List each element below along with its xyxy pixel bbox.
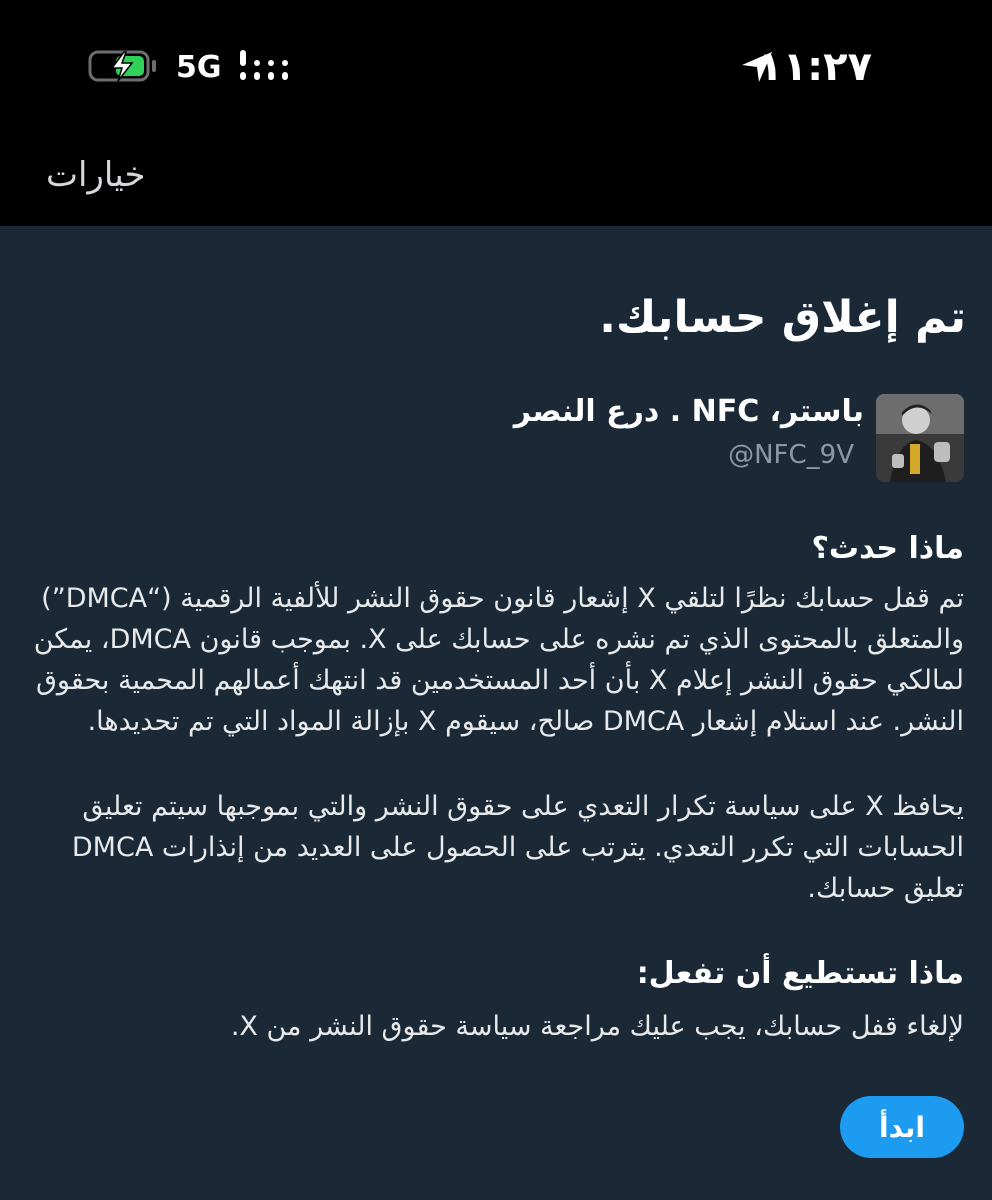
what-happened-paragraph-2: يحافظ X على سياسة تكرار التعدي على حقوق النشر والتي بموجبها سيتم تعليق الحسابات التي تكرر التعدي. يترتب على الحصول على العديد من إنذارات DMCA تعليق حسابك. — [71, 791, 964, 904]
signal-strength-icon — [238, 48, 290, 84]
avatar — [876, 394, 964, 482]
what-you-can-do-heading: ماذا تستطيع أن تفعل: — [636, 956, 964, 991]
top-nav-bar — [0, 130, 992, 226]
start-button[interactable]: ابدأ — [840, 1096, 964, 1158]
what-you-can-do-paragraph: لإلغاء قفل حسابك، يجب عليك مراجعة سياسة حقوق النشر من X. — [230, 1011, 964, 1042]
what-happened-heading: ماذا حدث؟ — [811, 531, 964, 566]
network-type: 5G — [176, 50, 222, 85]
clock: ١١:٢٧ — [758, 44, 872, 90]
options-button[interactable]: خيارات — [46, 155, 146, 195]
avatar-photo — [876, 394, 964, 482]
account-display-name: باستر، NFC . درع النصر — [513, 394, 864, 429]
status-bar — [0, 0, 992, 130]
page-title: تم إغلاق حسابك. — [599, 292, 966, 343]
what-happened-paragraph-1: تم قفل حسابك نظرًا لتلقي X إشعار قانون حقوق النشر للألفية الرقمية (“DMCA”) والمتعلق بالمحتوى الذي تم نشره على حسابك على X. بموجب قانون DMCA، يمكن لمالكي حقوق النشر إعلام X بأن أحد المستخدمين قد انتهك أعمالهم المحمية بحقوق النشر. عند استلام إشعار DMCA صالح، سيقوم X بإزالة المواد التي تم تحديدها. — [33, 583, 964, 737]
account-handle: @NFC_9V — [728, 440, 854, 470]
battery-charging-icon — [88, 48, 158, 84]
